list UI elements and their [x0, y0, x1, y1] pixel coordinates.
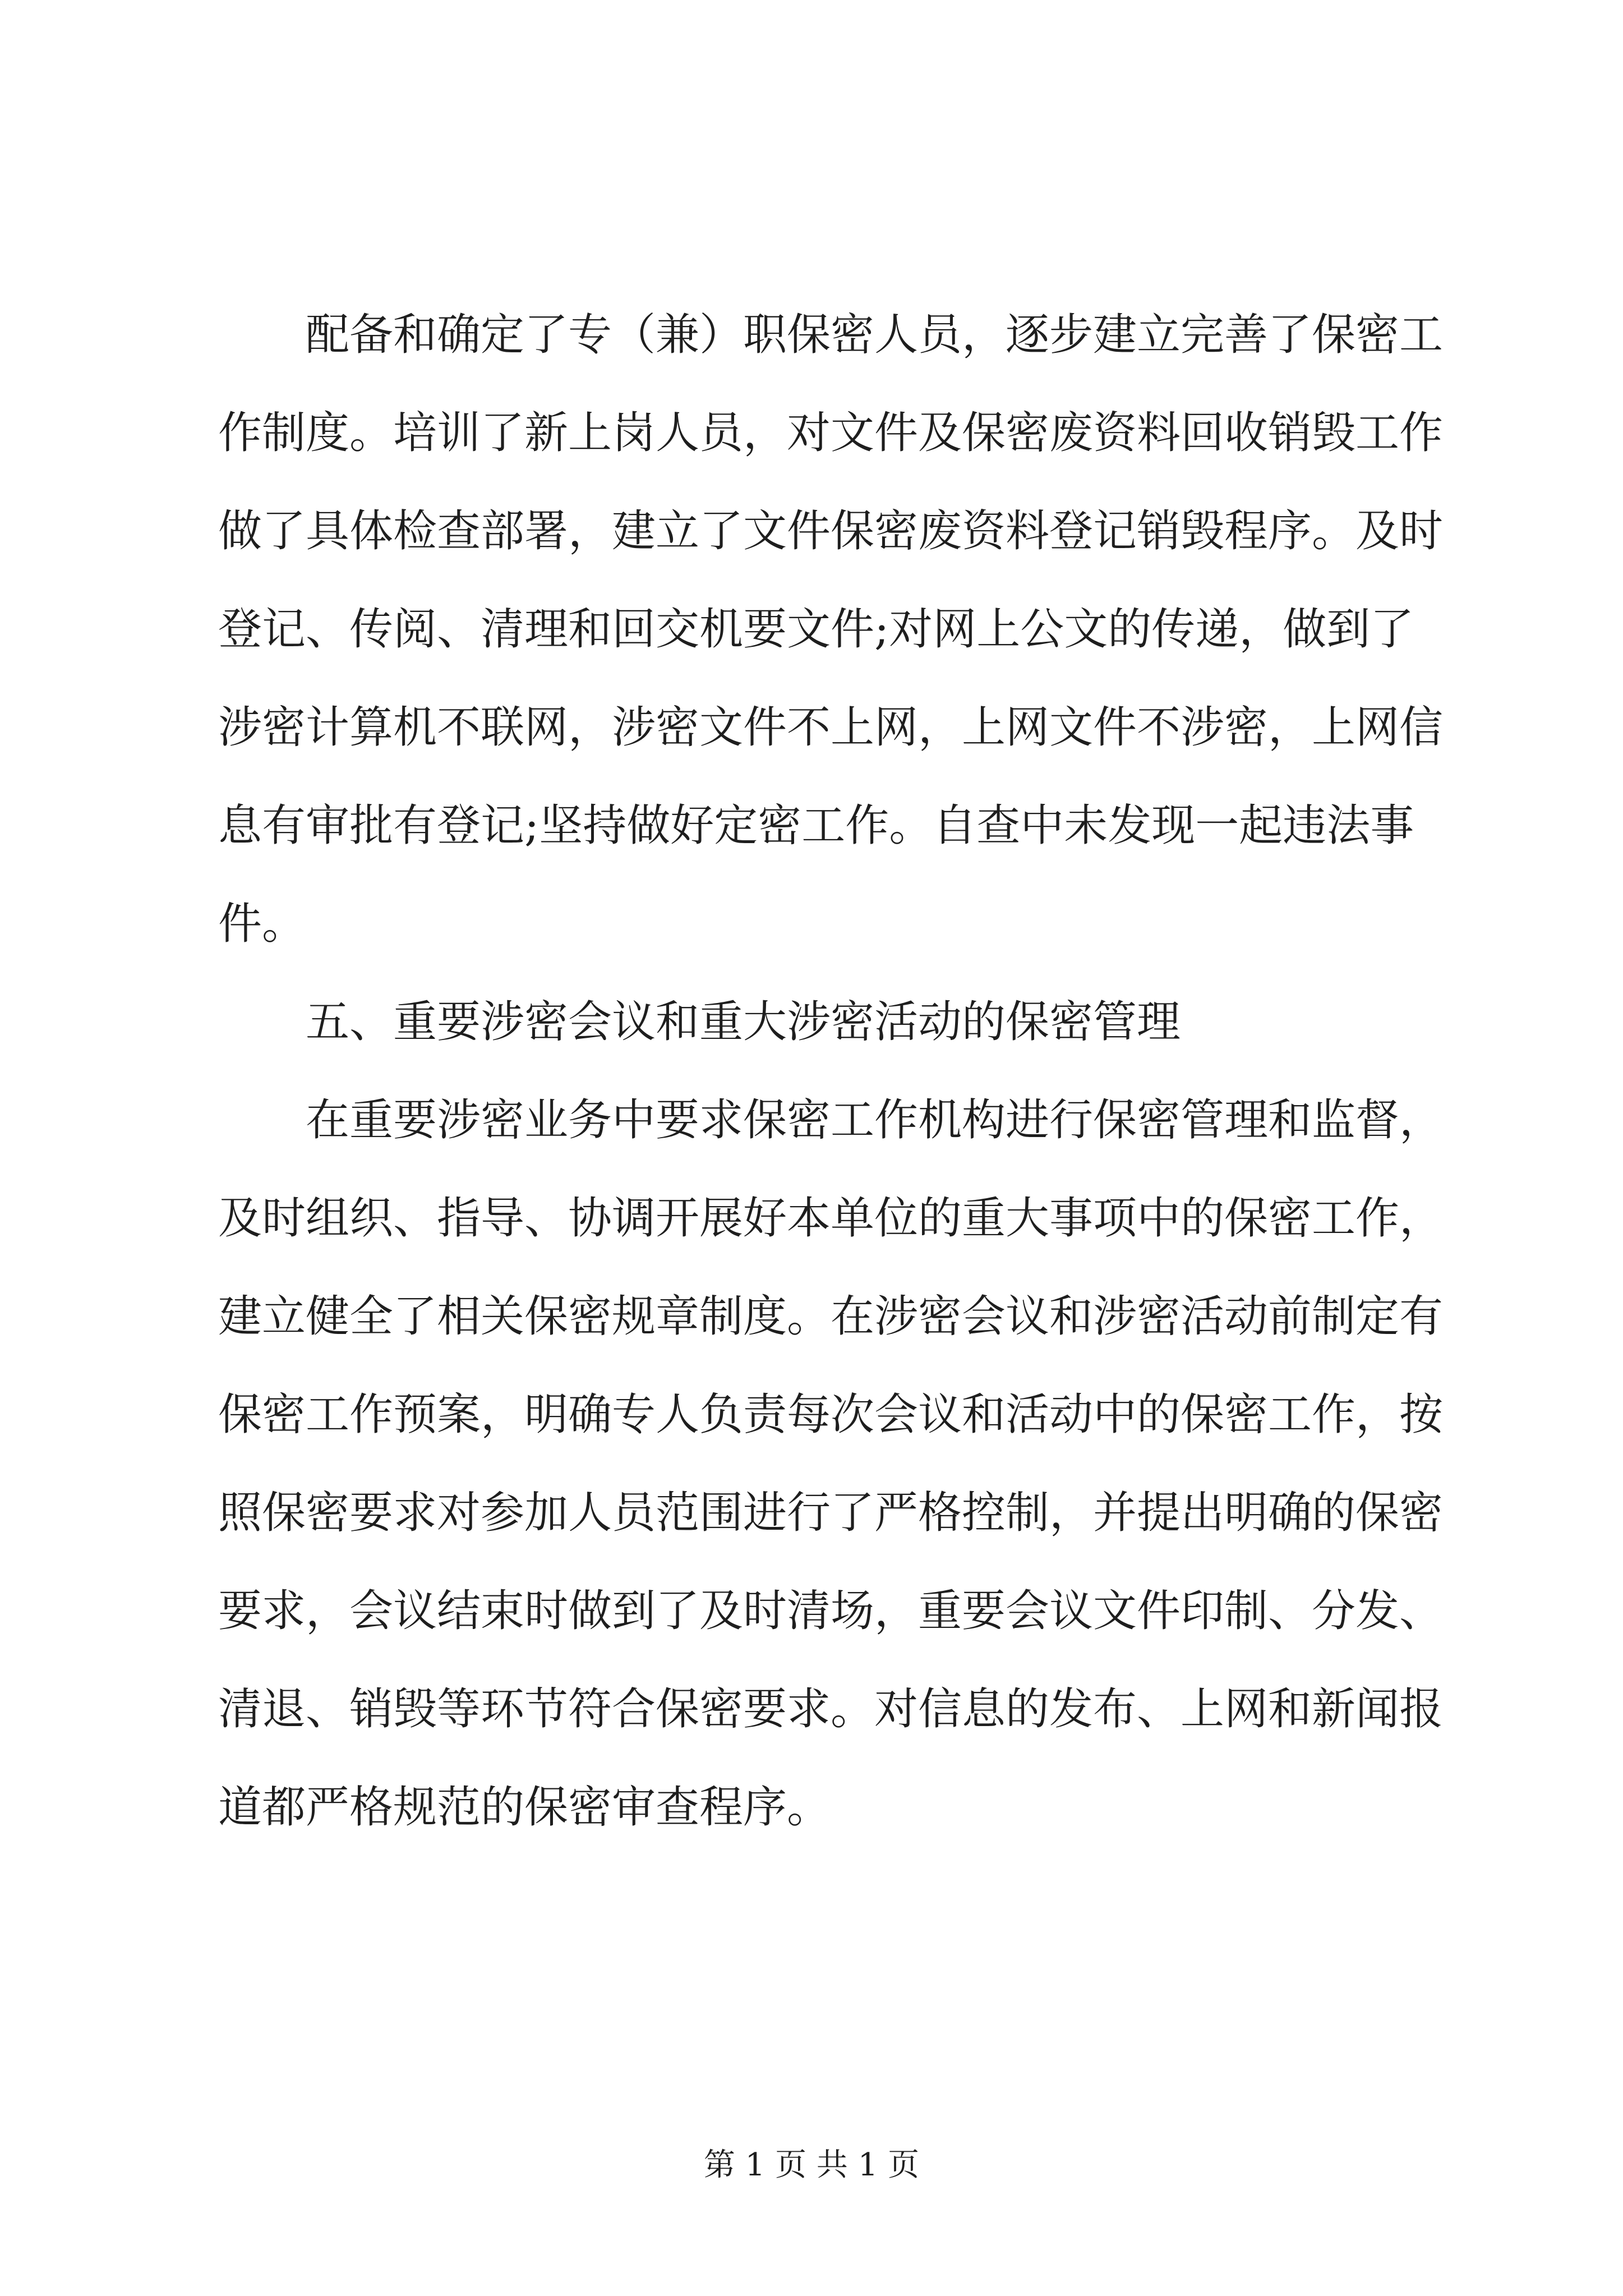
text-line: 登记、传阅、清理和回交机要文件;对网上公文的传递，做到了	[218, 604, 1414, 655]
page-number-footer: 第 1 页 共 1 页	[703, 2147, 920, 2183]
text-line: 配备和确定了专（兼）职保密人员，逐步建立完善了保密工	[306, 310, 1444, 360]
text-line: 作制度。培训了新上岗人员，对文件及保密废资料回收销毁工作	[218, 408, 1444, 458]
text-line: 涉密计算机不联网，涉密文件不上网，上网文件不涉密，上网信	[218, 702, 1444, 753]
text-line: 清退、销毁等环节符合保密要求。对信息的发布、上网和新闻报	[218, 1684, 1444, 1734]
text-line: 建立健全了相关保密规章制度。在涉密会议和涉密活动前制定有	[218, 1291, 1444, 1342]
text-line: 件。	[218, 899, 306, 949]
text-line: 照保密要求对参加人员范围进行了严格控制，并提出明确的保密	[218, 1488, 1444, 1538]
text-line: 及时组织、指导、协调开展好本单位的重大事项中的保密工作，	[218, 1193, 1444, 1244]
section-heading: 五、重要涉密会议和重大涉密活动的保密管理	[306, 997, 1181, 1047]
text-line: 要求，会议结束时做到了及时清场，重要会议文件印制、分发、	[218, 1586, 1444, 1636]
text-line: 做了具体检查部署，建立了文件保密废资料登记销毁程序。及时	[218, 506, 1444, 556]
text-line: 保密工作预案，明确专人负责每次会议和活动中的保密工作，按	[218, 1389, 1444, 1440]
text-line: 在重要涉密业务中要求保密工作机构进行保密管理和监督，	[306, 1095, 1444, 1145]
document-body	[218, 286, 1444, 1857]
text-line: 道都严格规范的保密审查程序。	[218, 1782, 831, 1833]
text-line: 息有审批有登记;坚持做好定密工作。自查中未发现一起违法事	[218, 800, 1414, 851]
